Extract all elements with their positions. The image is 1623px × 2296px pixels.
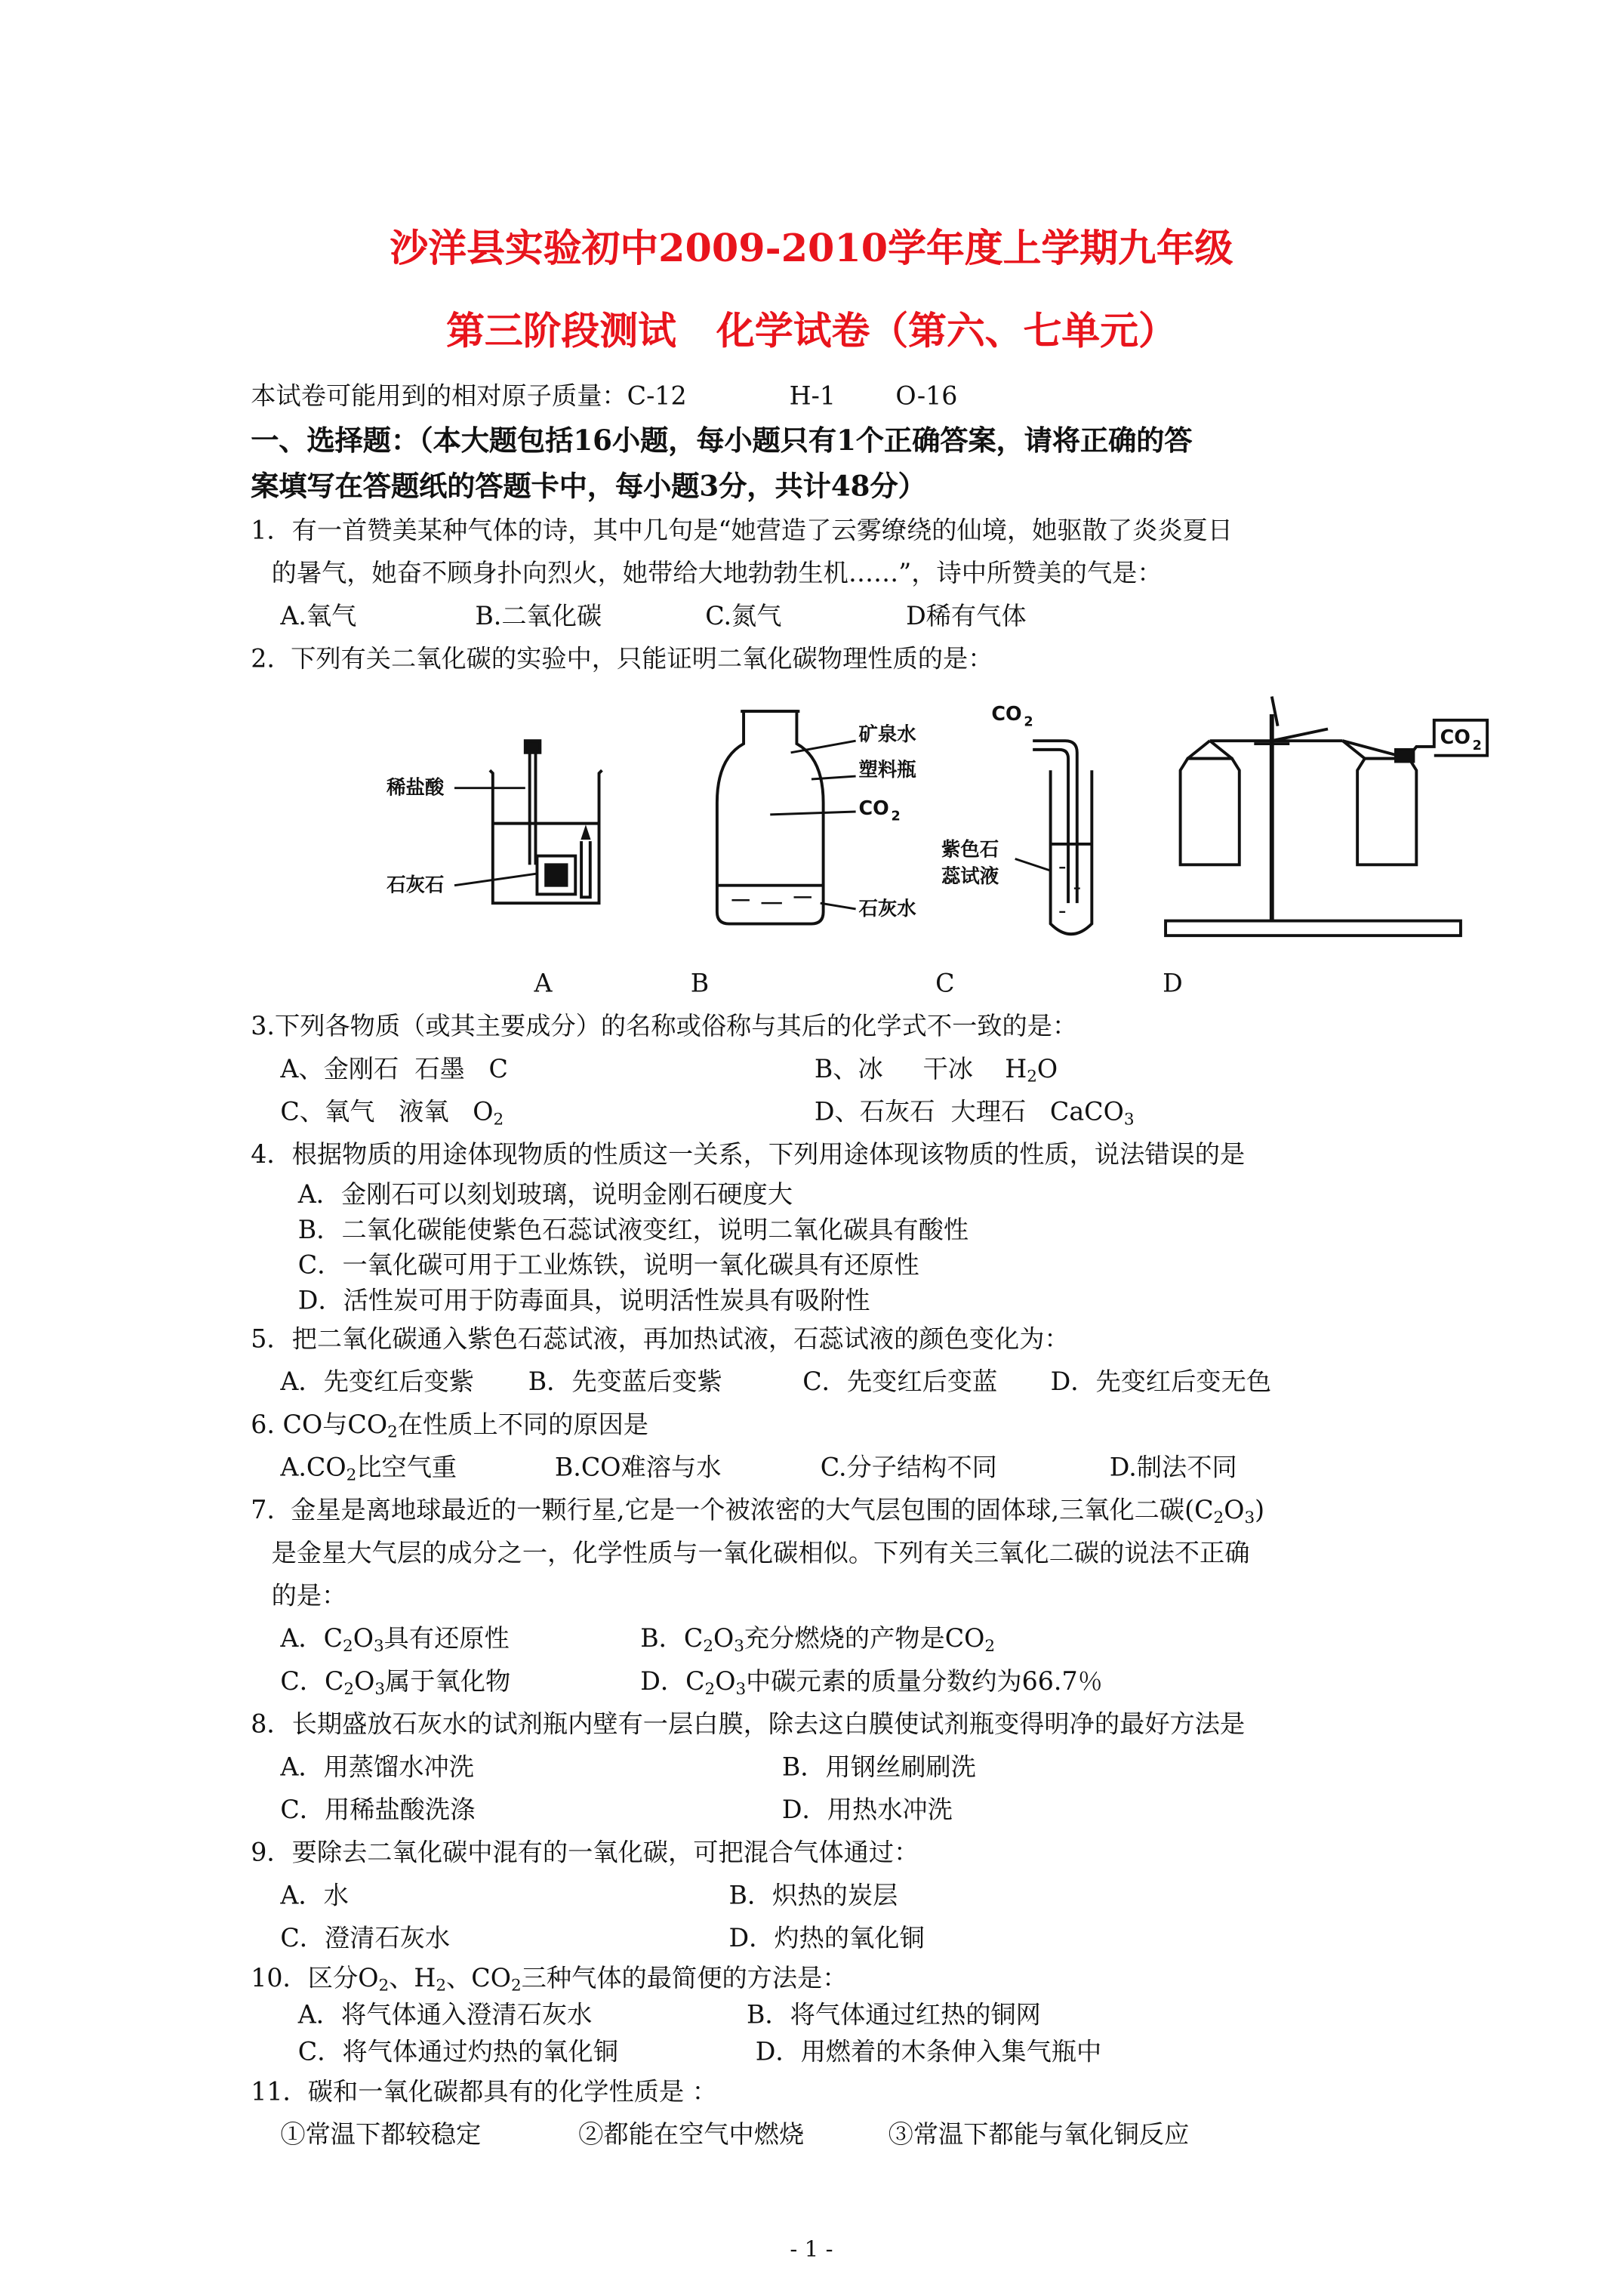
exam-content — [251, 376, 1482, 2157]
q5-option-b: B．先变蓝后变紫 — [528, 1367, 722, 1398]
q7-option-b: B．$C_2O_3$充分燃烧的产物是$CO_2$ — [640, 1624, 996, 1656]
q8-option-c: C．用稀盐酸洗涤 — [280, 1795, 476, 1826]
q7-stem-line1: 7. 金星是离地球最近的一颗行星,它是一个被浓密的大气层包围的固体球,三氧化二碳$(C_2O_3)$ — [251, 1496, 1265, 1527]
fig-b-lime-label: 石灰水 — [858, 896, 916, 920]
q6-option-a: $A.CO_2$比空气重 — [280, 1453, 457, 1485]
q7-option-d: D．$C_2O_3$中碳元素的质量分数约为66.7％ — [640, 1667, 1103, 1699]
fig-c-co2-sub: 2 — [1024, 714, 1033, 730]
balance-base — [1166, 921, 1461, 936]
fig-a-stone-label: 石灰石 — [387, 873, 445, 896]
q6-option-b: B.CO难溶与水 — [554, 1453, 722, 1484]
q2-apparatus-diagram — [383, 682, 1482, 1006]
q11-option-1: ①常温下都较稳定 — [280, 2120, 482, 2150]
q1-stem-line2: 的暑气，她奋不顾身扑向烈火，她带给大地勃勃生机……”，诗中所赞美的气是： — [271, 559, 1163, 589]
delivery-tube — [1033, 741, 1077, 903]
q5-option-c: C．先变红后变蓝 — [802, 1367, 998, 1398]
q2-figure — [251, 682, 1482, 1006]
bottle-outline — [717, 711, 824, 923]
dropper-tube — [530, 750, 536, 864]
q9-option-c: C．澄清石灰水 — [280, 1924, 451, 1954]
q5-option-d: D．先变红后变无色 — [1050, 1367, 1272, 1398]
candle — [581, 841, 590, 897]
q9-stem: 9．要除去二氧化碳中混有的一氧化碳，可把混合气体通过： — [251, 1838, 919, 1869]
atomic-mass-line — [251, 376, 1431, 419]
q9-options-row2 — [251, 1918, 1431, 1962]
fig-d-co2-sub: 2 — [1472, 738, 1482, 754]
fig-caption-c: C — [935, 968, 955, 998]
q10-stem: 10．区分$O_2$、$H_2$、$CO_2$三种气体的最简便的方法是： — [251, 1964, 848, 1996]
exam-title-line1: 沙洋县实验初中2009-2010学年度上学期九年级 — [390, 227, 1233, 272]
fig-c-co2-label: CO — [991, 701, 1022, 725]
fig-c-litmus-label-2: 蕊试液 — [941, 864, 999, 887]
q11-option-2: ②都能在空气中燃烧 — [578, 2120, 805, 2150]
fig-caption-d: D — [1163, 968, 1183, 998]
fig-a-acid-label: 稀盐酸 — [387, 775, 445, 799]
atomic-mass-o: O-16 — [895, 382, 958, 412]
fig-b-bottle-label: 塑料瓶 — [858, 758, 916, 781]
q3-option-b: B、冰 干冰 $H_2O$ — [814, 1055, 1058, 1086]
q4-option-a: A．金刚石可以刻划玻璃，说明金刚石硬度大 — [297, 1180, 793, 1210]
q5-option-a: A．先变红后变紫 — [280, 1367, 474, 1398]
page-number: - 1 - — [790, 2236, 833, 2263]
q7-options-row1 — [251, 1619, 1431, 1662]
q1-options — [251, 596, 1431, 639]
q6-options — [251, 1447, 1431, 1490]
q4-option-c: C．一氧化碳可用于工业炼铁，说明一氧化碳具有还原性 — [297, 1251, 919, 1281]
section1-heading-line1: 一、选择题：（本大题包括16小题，每小题只有1个正确答案，请将正确的答 — [251, 424, 1193, 458]
q3-option-a: A、金刚石 石墨 C — [280, 1055, 508, 1085]
q1-option-b: B.二氧化碳 — [475, 602, 602, 632]
test-tube — [1051, 770, 1092, 934]
fig-c-litmus-label-1: 紫色石 — [941, 837, 999, 861]
fig-d-co2-label: CO — [1440, 726, 1471, 749]
q7-stem-line2: 是金星大气层的成分之一，化学性质与一氧化碳相似。下列有关三氧化二碳的说法不正确 — [271, 1539, 1250, 1569]
q10-options-row2 — [251, 2035, 1431, 2072]
q4-option-d: D．活性炭可用于防毒面具，说明活性炭具有吸附性 — [297, 1287, 870, 1317]
q9-option-a: A．水 — [280, 1881, 349, 1912]
q10-option-c: C．将气体通过灼热的氧化铜 — [297, 2038, 618, 2068]
q10-option-d: D．用燃着的木条伸入集气瓶中 — [755, 2038, 1102, 2068]
q4-option-b: B．二氧化碳能使紫色石蕊试液变红，说明二氧化碳具有酸性 — [297, 1216, 969, 1246]
q8-option-d: D．用热水冲洗 — [781, 1795, 953, 1826]
q3-options-row1 — [251, 1049, 1431, 1093]
q11-option-3: ③常温下都能与氧化铜反应 — [888, 2120, 1190, 2150]
right-paper-bag — [1357, 759, 1416, 865]
q7-option-c: C．$C_2O_3$属于氧化物 — [280, 1667, 511, 1699]
q9-option-d: D．灼热的氧化铜 — [728, 1924, 925, 1954]
q6-option-d: D.制法不同 — [1109, 1453, 1237, 1484]
limestone-inner — [546, 864, 566, 885]
q5-stem: 5．把二氧化碳通入紫色石蕊试液，再加热试液，石蕊试液的颜色变化为： — [251, 1325, 1070, 1355]
fig-b-co2-label: CO — [858, 796, 889, 819]
fig-caption-a: A — [534, 968, 553, 998]
q9-option-b: B．炽热的炭层 — [728, 1881, 898, 1912]
dropper-bulb — [525, 741, 540, 753]
q6-option-c: C.分子结构不同 — [820, 1453, 997, 1484]
q9-options-row1 — [251, 1875, 1431, 1918]
q8-stem: 8．长期盛放石灰水的试剂瓶内壁有一层白膜，除去这白膜使试剂瓶变得明净的最好方法是 — [251, 1710, 1246, 1740]
fig-caption-b: B — [690, 968, 710, 998]
q5-options — [251, 1362, 1431, 1405]
q11-options — [251, 2115, 1431, 2158]
exam-title-line2-text: 第三阶段测试 化学试卷（第六、七单元） — [446, 310, 1177, 355]
candle-flame — [583, 829, 589, 838]
atomic-mass-h: H-1 — [789, 382, 836, 412]
fig-b-water-label: 矿泉水 — [858, 723, 916, 746]
q10-option-b: B．将气体通过红热的铜网 — [746, 2001, 1041, 2031]
q10-options-row1 — [251, 1998, 1431, 2035]
q6-stem: 6. CO与$CO_2$在性质上不同的原因是 — [251, 1410, 649, 1442]
q7-option-a: A．$C_2O_3$具有还原性 — [280, 1624, 510, 1656]
atomic-mass-label: 本试卷可能用到的相对原子质量： — [251, 382, 627, 412]
q8-option-a: A．用蒸馏水冲洗 — [280, 1752, 474, 1783]
q1-option-c: C.氮气 — [705, 602, 782, 632]
q11-stem: 11．碳和一氧化碳都具有的化学性质是 ： — [251, 2077, 717, 2108]
q1-stem-line1: 1．有一首赞美某种气体的诗，其中几句是“她营造了云雾缭绕的仙境，她驱散了炎炎夏日 — [251, 516, 1233, 547]
q8-options-row2 — [251, 1790, 1431, 1833]
q3-options-row2 — [251, 1092, 1431, 1135]
section1-heading-line2: 案填写在答题纸的答题卡中，每小题3分，共计48分） — [251, 470, 926, 504]
q8-options-row1 — [251, 1747, 1431, 1790]
q1-option-a: A.氧气 — [280, 602, 357, 632]
q7-stem-line3: 的是： — [271, 1582, 347, 1612]
exam-title-line2 — [0, 301, 1623, 356]
q3-option-d: D、石灰石 大理石 CaCO$_3$ — [814, 1098, 1135, 1130]
q8-option-b: B．用钢丝刷刷洗 — [781, 1752, 976, 1783]
q4-stem: 4．根据物质的用途体现物质的性质这一关系，下列用途体现该物质的性质，说法错误的是 — [251, 1140, 1246, 1170]
q3-option-c: C、氧气 液氧 $O_2$ — [280, 1098, 504, 1130]
q10-option-a: A．将气体通入澄清石灰水 — [297, 2001, 593, 2031]
left-paper-bag — [1181, 759, 1240, 865]
q2-stem: 2. 下列有关二氧化碳的实验中，只能证明二氧化碳物理性质的是： — [251, 645, 993, 675]
q1-option-d: D稀有气体 — [906, 602, 1027, 632]
q7-options-row2 — [251, 1662, 1431, 1705]
atomic-mass-c: C-12 — [627, 382, 687, 412]
q3-stem: 3.下列各物质（或其主要成分）的名称或俗称与其后的化学式不一致的是： — [251, 1012, 1078, 1042]
fig-b-co2-sub: 2 — [891, 809, 901, 824]
